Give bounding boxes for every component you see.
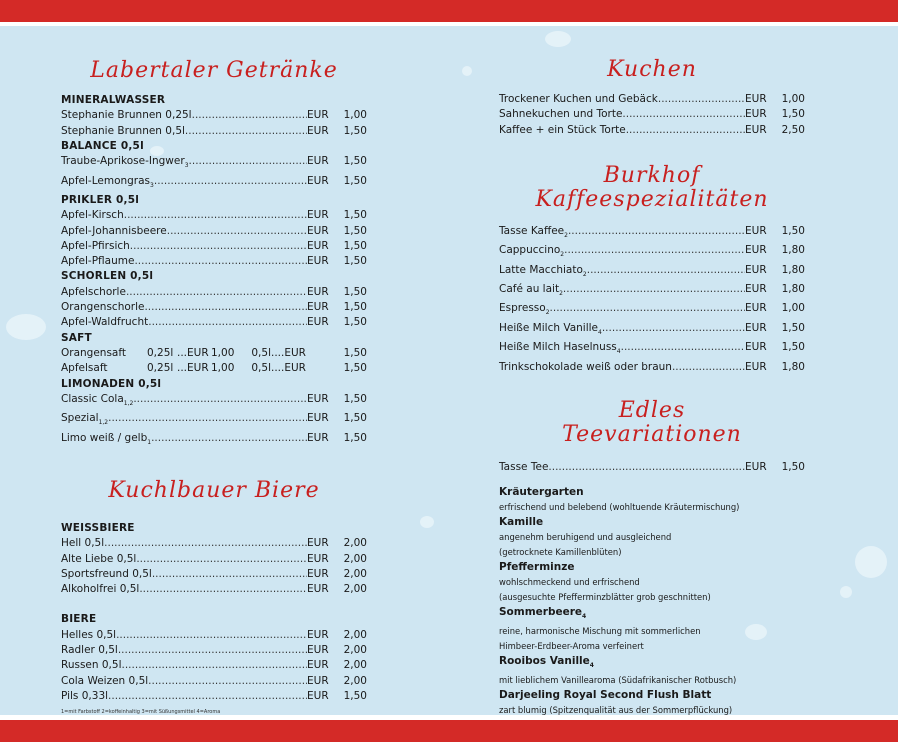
dot-leader <box>550 301 745 316</box>
item-name-text: Heiße Milch Haselnuss <box>499 341 617 354</box>
currency: EUR <box>745 123 767 136</box>
item-name <box>61 658 122 673</box>
item-name-text: Helles 0,5l <box>61 628 117 641</box>
menu-panel <box>0 26 898 715</box>
currency: EUR <box>307 224 329 237</box>
item-name <box>499 123 626 138</box>
menu-item-row <box>61 254 367 269</box>
dot-leader <box>152 567 307 582</box>
item-name-text: Hell 0,5l <box>61 537 105 550</box>
allergen-note: 3 <box>184 162 189 170</box>
price: 1,50 <box>781 224 805 237</box>
currency: EUR <box>307 674 329 687</box>
price: 2,00 <box>343 567 367 580</box>
allergen-note: 2 <box>560 251 565 259</box>
dot-leader <box>564 243 745 258</box>
menu-item-row <box>499 263 805 282</box>
menu-item-row <box>61 239 367 254</box>
allergen-note: 4 <box>589 662 594 670</box>
currency: ...EUR <box>177 346 209 359</box>
price: 1,50 <box>343 316 367 329</box>
item-name-text: Apfel-Waldfrucht <box>61 316 149 329</box>
dot-leader <box>139 582 307 597</box>
item-name <box>499 460 548 475</box>
item-name <box>61 108 192 123</box>
currency: EUR <box>745 360 767 373</box>
menu-item-row <box>499 243 805 262</box>
item-name <box>499 224 568 243</box>
price: 2,50 <box>781 123 805 136</box>
item-name <box>61 224 167 239</box>
price: 1,50 <box>343 209 367 222</box>
dot-leader <box>621 340 745 355</box>
allergen-note: 4 <box>582 613 587 621</box>
currency: EUR <box>745 302 767 315</box>
dot-leader <box>192 108 307 123</box>
tea-name <box>499 560 805 575</box>
tea-name-text: Rooibos Vanille <box>499 655 590 668</box>
item-name-text: Café au lait <box>499 283 560 296</box>
allergen-note: 3 <box>150 181 154 189</box>
saft-name: Apfelsaft <box>61 362 108 375</box>
section-header: LIMONADEN 0,5l <box>61 377 162 390</box>
splash-decoration <box>462 66 472 76</box>
menu-item-row <box>499 107 805 122</box>
tea-description: wohlschmeckend und erfrischend <box>499 577 640 588</box>
currency: EUR <box>307 155 329 168</box>
dot-leader <box>548 460 745 475</box>
price: 1,50 <box>343 285 367 298</box>
allergen-note: 2 <box>582 270 587 278</box>
menu-item-row <box>499 460 805 475</box>
saft-size-large: 0,5l <box>251 362 271 375</box>
item-name <box>61 689 108 704</box>
dot-leader <box>108 689 307 704</box>
tea-name-text: Kräutergarten <box>499 486 584 499</box>
getraenke-list <box>61 93 367 331</box>
kuchen-list <box>499 92 805 138</box>
dot-leader <box>108 411 307 426</box>
allergen-note: 4 <box>616 348 621 356</box>
allergen-note: 2 <box>545 309 550 317</box>
item-name-text: Sportsfreund 0,5l <box>61 567 152 580</box>
menu-item-row <box>61 108 367 123</box>
title-kaffeespezialitaeten: Kaffeespezialitäten <box>535 186 769 212</box>
currency: EUR <box>307 644 329 657</box>
dot-leader <box>626 123 745 138</box>
weissbiere-list <box>61 521 367 597</box>
item-name-text: Traube-Aprikose-Ingwer <box>61 155 185 168</box>
dot-leader <box>151 431 307 446</box>
item-name-text: Pils 0,33l <box>61 689 109 702</box>
currency: EUR <box>745 283 767 296</box>
price: 1,50 <box>781 341 805 354</box>
dot-leader <box>130 239 307 254</box>
dot-leader <box>185 124 307 139</box>
item-name <box>499 107 622 122</box>
menu-item-row <box>61 315 367 330</box>
menu-item-row <box>61 536 367 551</box>
price: 1,50 <box>343 392 367 405</box>
menu-item-row <box>61 431 367 450</box>
price: 1,80 <box>781 283 805 296</box>
tea-name-text: Darjeeling Royal Second Flush Blatt <box>499 689 712 702</box>
allergen-note: 2 <box>559 290 563 298</box>
menu-item-row <box>61 567 367 582</box>
dot-leader <box>167 224 307 239</box>
item-name-text: Apfel-Johannisbeere <box>61 224 167 237</box>
price: 1,50 <box>343 689 367 702</box>
price: 1,80 <box>781 244 805 257</box>
item-name-text: Apfel-Kirsch <box>61 209 124 222</box>
item-name <box>61 300 144 315</box>
price: 2,00 <box>343 628 367 641</box>
dot-leader <box>658 92 745 107</box>
item-name-text: Stephanie Brunnen 0,5l <box>61 124 185 137</box>
biere-list <box>61 612 367 704</box>
item-name-text: Alkoholfrei 0,5l <box>61 583 140 596</box>
tea-name <box>499 515 805 530</box>
bottom-red-band <box>0 720 898 742</box>
menu-item-row <box>499 224 805 243</box>
currency: EUR <box>307 552 329 565</box>
dot-leader <box>124 208 307 223</box>
saft-size-large: 0,5l <box>251 346 271 359</box>
menu-item-row <box>61 628 367 643</box>
item-name-text: Cola Weizen 0,5l <box>61 674 149 687</box>
item-name-text: Apfel-Pflaume <box>61 255 135 268</box>
currency: EUR <box>307 316 329 329</box>
splash-decoration <box>6 314 46 340</box>
dot-leader <box>144 300 307 315</box>
splash-decoration <box>855 546 887 578</box>
saft-row <box>61 346 367 361</box>
section-header: SCHORLEN 0,5l <box>61 270 154 283</box>
item-name-text: Russen 0,5l <box>61 659 122 672</box>
tea-description: Himbeer-Erdbeer-Aroma verfeinert <box>499 641 644 652</box>
dot-leader <box>134 254 307 269</box>
dot-leader <box>602 321 745 336</box>
item-name-text: Apfel-Lemongras <box>61 174 151 187</box>
tee-price <box>499 460 805 475</box>
dot-leader <box>568 224 745 239</box>
tea-description: reine, harmonische Mischung mit sommerlichen <box>499 626 701 637</box>
currency: EUR <box>307 239 329 252</box>
item-name <box>61 674 148 689</box>
item-name-text: Tasse Kaffee <box>499 224 565 237</box>
item-name <box>61 124 185 139</box>
currency: EUR <box>745 460 767 473</box>
allergen-note: 4 <box>598 328 602 336</box>
item-name-text: Espresso <box>499 302 546 315</box>
tea-description: erfrischend und belebend (wohltuende Kräutermischung) <box>499 502 740 513</box>
section-header: PRIKLER 0,5l <box>61 193 140 206</box>
item-name-text: Spezial <box>61 412 99 425</box>
item-name-text: Heiße Milch Vanille <box>499 321 599 334</box>
menu-item-row <box>499 301 805 320</box>
item-name <box>61 643 118 658</box>
item-name <box>499 243 564 262</box>
right-column <box>499 26 805 715</box>
price: 1,50 <box>781 460 805 473</box>
menu-item-row <box>61 300 367 315</box>
item-name-text: Stephanie Brunnen 0,25l <box>61 109 192 122</box>
item-name <box>61 582 139 597</box>
item-name <box>61 392 133 411</box>
price: 1,80 <box>781 263 805 276</box>
item-name-text: Trinkschokolade weiß oder braun <box>499 360 672 373</box>
menu-item-row <box>61 658 367 673</box>
currency: EUR <box>745 244 767 257</box>
item-name <box>61 254 134 269</box>
currency: ...EUR <box>177 362 209 375</box>
dot-leader <box>133 392 307 407</box>
tea-name <box>499 485 805 500</box>
currency: EUR <box>307 412 329 425</box>
item-name <box>61 567 152 582</box>
menu-item-row <box>499 282 805 301</box>
allergen-note: 1,2 <box>98 419 109 427</box>
currency: EUR <box>307 537 329 550</box>
price: 1,50 <box>343 301 367 314</box>
menu-item-row <box>61 411 367 430</box>
tea-name <box>499 654 805 673</box>
price: 1,50 <box>343 346 367 359</box>
dot-leader <box>622 107 745 122</box>
menu-item-row <box>61 285 367 300</box>
currency: EUR <box>307 174 329 187</box>
currency: EUR <box>307 583 329 596</box>
section-header: BIERE <box>61 613 97 626</box>
item-name-text: Radler 0,5l <box>61 644 118 657</box>
currency: EUR <box>307 109 329 122</box>
kaffee-list <box>499 224 805 375</box>
item-name <box>61 431 151 450</box>
limonaden-list <box>61 377 367 450</box>
item-name <box>61 315 148 330</box>
section-header: WEISSBIERE <box>61 522 135 534</box>
menu-item-row <box>61 208 367 223</box>
item-name-text: Trockener Kuchen und Gebäck <box>499 93 658 105</box>
currency: EUR <box>307 628 329 641</box>
allergen-note: 2 <box>564 231 568 239</box>
saft-group <box>61 331 367 377</box>
menu-item-row <box>499 92 805 107</box>
dot-leader <box>189 154 307 169</box>
item-name <box>499 92 658 107</box>
currency: EUR <box>307 392 329 405</box>
price: 2,00 <box>343 552 367 565</box>
item-name <box>499 282 563 301</box>
title-kuchen: Kuchen <box>607 57 697 82</box>
menu-item-row <box>61 689 367 704</box>
item-name <box>499 360 672 375</box>
left-column <box>61 26 367 715</box>
price: 2,00 <box>343 583 367 596</box>
item-name <box>61 411 108 430</box>
currency: EUR <box>307 285 329 298</box>
title-edles: Edles <box>618 397 686 423</box>
price: 2,00 <box>343 674 367 687</box>
price: 1,50 <box>343 362 367 375</box>
dot-leader <box>148 674 307 689</box>
currency: ....EUR <box>271 346 306 359</box>
price: 1,50 <box>781 321 805 334</box>
price: 1,50 <box>343 224 367 237</box>
currency: EUR <box>307 689 329 702</box>
item-name <box>61 285 126 300</box>
allergen-note: 1 <box>147 438 152 446</box>
menu-item-row <box>61 582 367 597</box>
dot-leader <box>126 285 307 300</box>
price: 1,80 <box>781 360 805 373</box>
title-labertaler-getraenke: Labertaler Getränke <box>90 58 338 83</box>
dot-leader <box>136 552 307 567</box>
currency: EUR <box>745 224 767 237</box>
tea-list <box>499 485 805 715</box>
price: 1,50 <box>343 412 367 425</box>
menu-item-row <box>61 224 367 239</box>
item-name-text: Sahnekuchen und Torte <box>499 108 623 121</box>
price: 2,00 <box>343 644 367 657</box>
menu-item-row <box>61 552 367 567</box>
tea-description: (getrocknete Kamillenblüten) <box>499 547 622 558</box>
menu-item-row <box>61 674 367 689</box>
dot-leader <box>104 536 307 551</box>
price: 1,50 <box>343 155 367 168</box>
dot-leader <box>154 174 307 189</box>
currency: EUR <box>307 301 329 314</box>
price: 1,50 <box>343 255 367 268</box>
item-name-text: Limo weiß / gelb <box>61 431 148 444</box>
currency: EUR <box>307 209 329 222</box>
tea-description: (ausgesuchte Pfefferminzblätter grob geschnitten) <box>499 592 711 603</box>
item-name <box>61 628 116 643</box>
title-kuchlbauer-biere: Kuchlbauer Biere <box>108 478 320 503</box>
price: 2,00 <box>343 537 367 550</box>
price: 1,50 <box>343 431 367 444</box>
item-name-text: Apfel-Pfirsich <box>61 239 130 252</box>
dot-leader <box>116 628 307 643</box>
item-name-text: Tasse Tee <box>499 460 549 473</box>
section-header: MINERALWASSER <box>61 94 166 106</box>
tea-name-text: Sommerbeere <box>499 606 583 619</box>
currency: EUR <box>745 321 767 334</box>
currency: EUR <box>307 431 329 444</box>
saft-row <box>61 361 367 376</box>
item-name <box>61 552 136 567</box>
price: 1,50 <box>781 108 805 121</box>
menu-item-row <box>61 643 367 658</box>
item-name <box>61 154 189 173</box>
price: 1,00 <box>211 346 235 359</box>
tea-description: zart blumig (Spitzenqualität aus der Sommerpflückung) <box>499 705 733 715</box>
dot-leader <box>587 263 745 278</box>
item-name <box>499 263 587 282</box>
tea-description: mit lieblichem Vanillearoma (Südafrikanischer Rotbusch) <box>499 675 737 686</box>
price: 1,00 <box>781 302 805 315</box>
currency: EUR <box>745 108 767 121</box>
currency: EUR <box>307 124 329 137</box>
tea-name-text: Kamille <box>499 516 544 529</box>
saft-size-small: 0,25l <box>147 346 174 359</box>
menu-item-row <box>499 123 805 138</box>
section-header: BALANCE 0,5l <box>61 139 144 152</box>
currency: EUR <box>745 93 767 105</box>
top-red-band <box>0 0 898 22</box>
item-name-text: Apfelschorle <box>61 285 126 298</box>
dot-leader <box>672 360 745 375</box>
item-name <box>499 301 550 320</box>
price: 1,50 <box>343 174 367 187</box>
price: 1,00 <box>343 109 367 122</box>
saft-name: Orangensaft <box>61 346 126 359</box>
currency: EUR <box>307 659 329 672</box>
item-name-text: Classic Cola <box>61 392 124 405</box>
splash-decoration <box>840 586 852 598</box>
item-name <box>499 321 602 340</box>
title-teevariationen: Teevariationen <box>562 421 742 447</box>
menu-item-row <box>61 154 367 173</box>
item-name <box>61 239 130 254</box>
currency: EUR <box>745 341 767 354</box>
title-burkhof: Burkhof <box>603 162 701 188</box>
price: 1,50 <box>343 124 367 137</box>
saft-size-small: 0,25l <box>147 362 174 375</box>
currency: ....EUR <box>271 362 306 375</box>
tea-description: angenehm beruhigend und ausgleichend <box>499 532 672 543</box>
item-name-text: Cappuccino <box>499 244 561 257</box>
price: 2,00 <box>343 659 367 672</box>
currency: EUR <box>745 263 767 276</box>
currency: EUR <box>307 567 329 580</box>
menu-item-row <box>499 321 805 340</box>
price: 1,00 <box>211 362 235 375</box>
tea-name <box>499 605 805 624</box>
item-name <box>61 208 124 223</box>
item-name-text: Orangenschorle <box>61 301 145 314</box>
item-name <box>499 340 621 359</box>
allergen-note: 1,2 <box>123 399 134 407</box>
menu-item-row <box>61 174 367 193</box>
menu-item-row <box>499 340 805 359</box>
item-name-text: Alte Liebe 0,5l <box>61 552 137 565</box>
price: 1,00 <box>781 93 805 105</box>
dot-leader <box>122 658 308 673</box>
footnote-legend: 1=mit Farbstoff 2=koffeinhaltig 3=mit Süßungsmittel 4=Aroma <box>61 709 221 715</box>
item-name-text: Latte Macchiato <box>499 263 583 276</box>
section-header: SAFT <box>61 331 92 344</box>
item-name <box>61 536 104 551</box>
tea-name <box>499 688 805 703</box>
saft-rows <box>61 346 367 377</box>
menu-item-row <box>499 360 805 375</box>
currency: EUR <box>307 255 329 268</box>
menu-item-row <box>61 392 367 411</box>
item-name <box>61 174 154 193</box>
tea-name-text: Pfefferminze <box>499 561 575 574</box>
dot-leader <box>563 282 745 297</box>
dot-leader <box>148 315 307 330</box>
dot-leader <box>118 643 307 658</box>
menu-item-row <box>61 124 367 139</box>
item-name-text: Kaffee + ein Stück Torte <box>499 123 626 136</box>
price: 1,50 <box>343 239 367 252</box>
splash-decoration <box>420 516 434 528</box>
